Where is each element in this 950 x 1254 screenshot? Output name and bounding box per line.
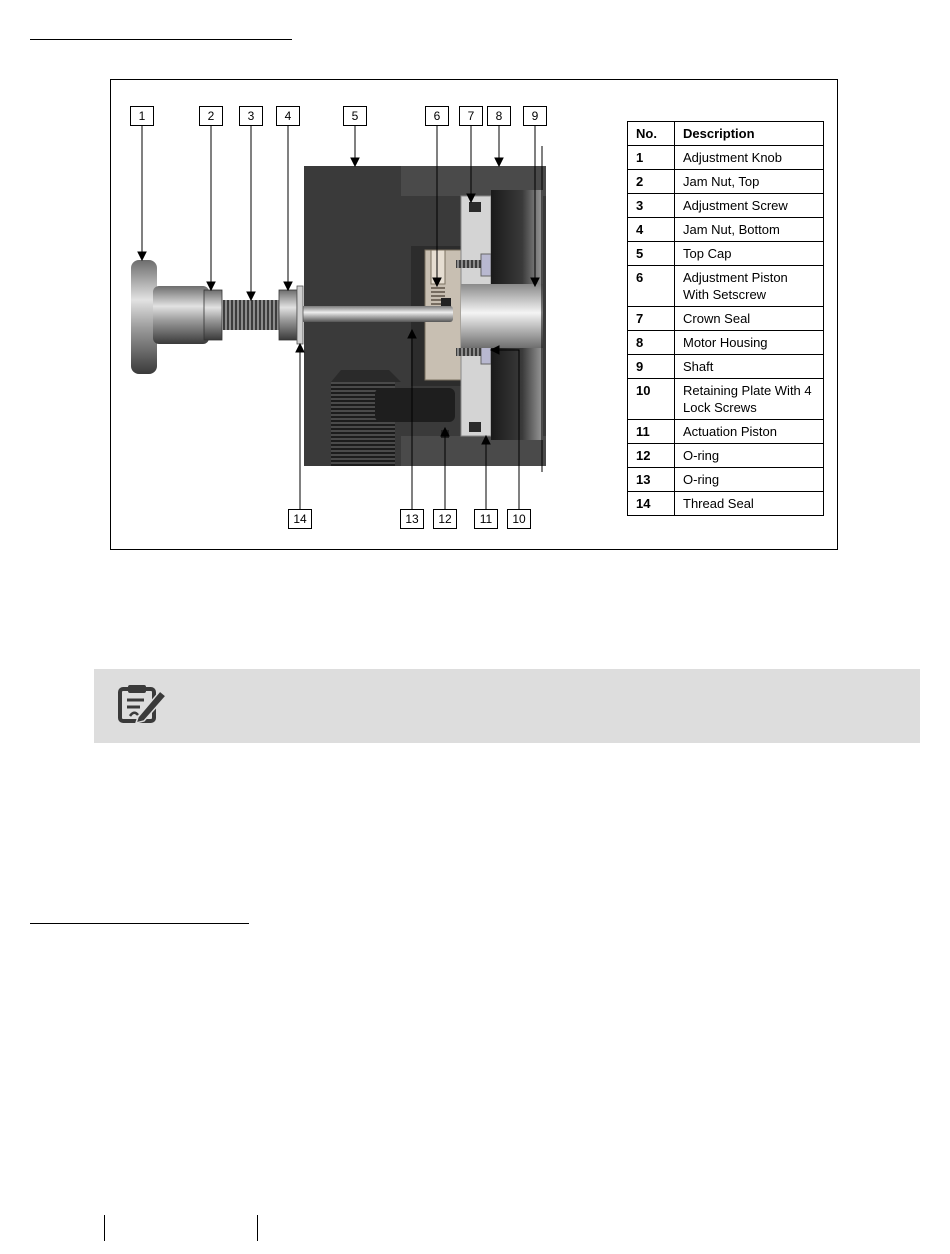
callout-12: 12 (433, 509, 457, 529)
callout-13: 13 (400, 509, 424, 529)
legend-part-description: Thread Seal (675, 492, 824, 516)
note-box (94, 669, 920, 743)
legend-row (628, 420, 824, 444)
legend-part-number: 2 (628, 170, 675, 194)
legend-part-number: 11 (628, 420, 675, 444)
callout-9: 9 (523, 106, 547, 126)
legend-part-description: Retaining Plate With 4 Lock Screws (675, 379, 824, 420)
legend-row (628, 355, 824, 379)
legend-body (628, 146, 824, 516)
legend-part-number: 1 (628, 146, 675, 170)
footer-divider (257, 1215, 258, 1241)
legend-part-description: Crown Seal (675, 307, 824, 331)
legend-part-number: 4 (628, 218, 675, 242)
legend-part-description: Shaft (675, 355, 824, 379)
legend-row (628, 218, 824, 242)
legend-row (628, 194, 824, 218)
legend-part-description: Jam Nut, Bottom (675, 218, 824, 242)
legend-header-no: No. (628, 122, 675, 146)
legend-row (628, 331, 824, 355)
legend-part-description: Jam Nut, Top (675, 170, 824, 194)
legend-row (628, 307, 824, 331)
legend-row (628, 146, 824, 170)
legend-part-description: Top Cap (675, 242, 824, 266)
legend-row (628, 170, 824, 194)
parts-legend-table (627, 121, 824, 516)
legend-header-description: Description (675, 122, 824, 146)
legend-part-description: Adjustment Knob (675, 146, 824, 170)
legend-row (628, 379, 824, 420)
legend-part-number: 10 (628, 379, 675, 420)
cross-section-figure (110, 79, 838, 550)
legend-row (628, 242, 824, 266)
callout-3: 3 (239, 106, 263, 126)
legend-part-number: 7 (628, 307, 675, 331)
callout-8: 8 (487, 106, 511, 126)
legend-part-description: Adjustment Piston With Setscrew (675, 266, 824, 307)
legend-part-description: O-ring (675, 444, 824, 468)
callout-7: 7 (459, 106, 483, 126)
note-pencil-icon (118, 683, 168, 725)
legend-part-description: Adjustment Screw (675, 194, 824, 218)
legend-part-number: 5 (628, 242, 675, 266)
legend-part-number: 9 (628, 355, 675, 379)
callout-2: 2 (199, 106, 223, 126)
legend-row (628, 468, 824, 492)
legend-part-number: 8 (628, 331, 675, 355)
legend-header-row (628, 122, 824, 146)
legend-row (628, 492, 824, 516)
legend-part-number: 3 (628, 194, 675, 218)
legend-part-description: Motor Housing (675, 331, 824, 355)
legend-part-number: 12 (628, 444, 675, 468)
callout-10: 10 (507, 509, 531, 529)
legend-part-description: Actuation Piston (675, 420, 824, 444)
legend-row (628, 266, 824, 307)
callout-11: 11 (474, 509, 498, 529)
legend-part-number: 6 (628, 266, 675, 307)
callout-1: 1 (130, 106, 154, 126)
callout-5: 5 (343, 106, 367, 126)
legend-row (628, 444, 824, 468)
legend-part-description: O-ring (675, 468, 824, 492)
callout-4: 4 (276, 106, 300, 126)
callout-14: 14 (288, 509, 312, 529)
footer-divider (104, 1215, 105, 1241)
section-heading-underline (30, 39, 292, 40)
section-heading-underline-2 (30, 923, 249, 924)
callout-6: 6 (425, 106, 449, 126)
legend-part-number: 13 (628, 468, 675, 492)
legend-part-number: 14 (628, 492, 675, 516)
